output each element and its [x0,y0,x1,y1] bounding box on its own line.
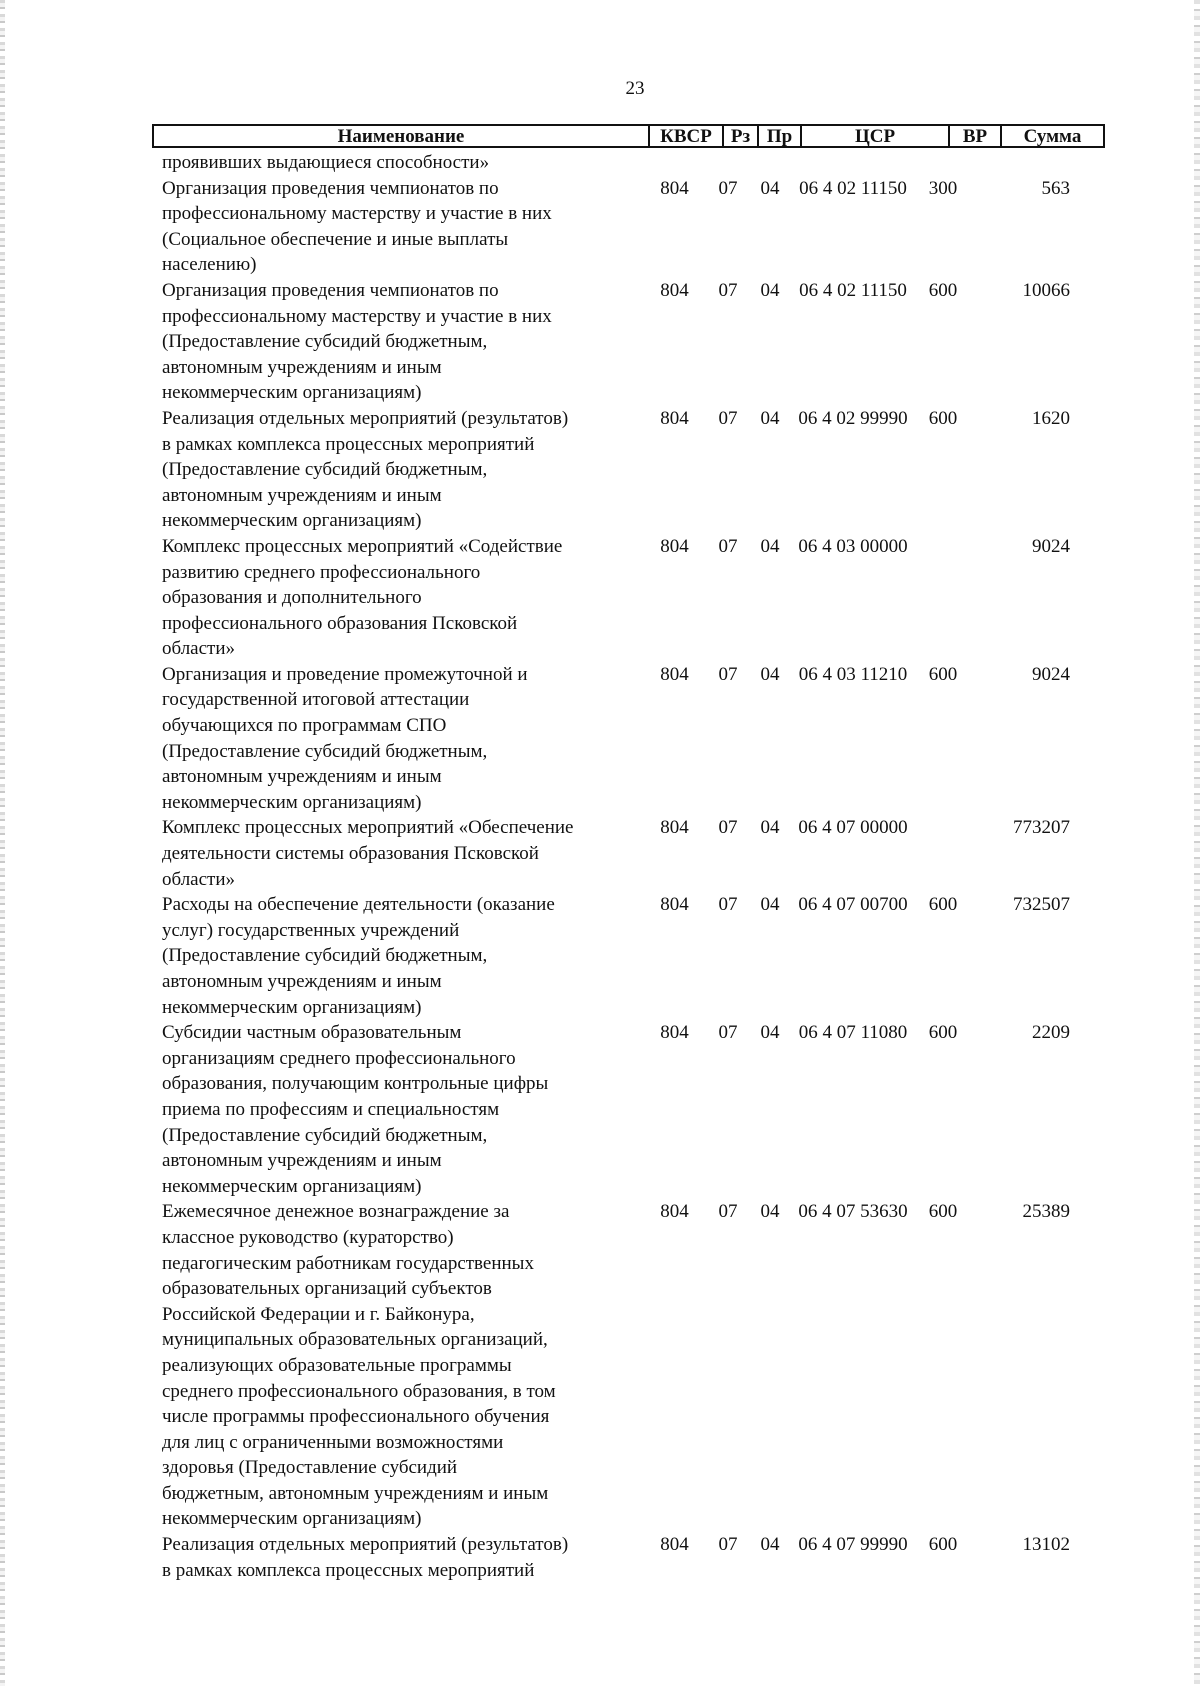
cell-kvsr: 804 [660,279,689,301]
table-row [162,1532,1122,1583]
table-row [162,278,1122,406]
cell-name: Организация проведения чемпионатов по профессиональному мастерству и участие в них (Социальное обеспечение и иные выплаты населению) [162,177,552,276]
cell-kvsr: 804 [660,894,689,916]
cell-csr: 06 4 07 11080 [798,1022,908,1044]
cell-rz: 07 [718,407,738,429]
cell-vr: 600 [928,407,958,429]
header-rz: Рз [722,126,757,146]
cell-sum: 563 [1041,177,1070,199]
header-pr: Пр [757,126,800,146]
cell-sum: 773207 [1013,817,1070,839]
cell-rz: 07 [718,535,738,557]
cell-name: Организация и проведение промежуточной и государственной итоговой аттестации обучающихся по программам СПО (Предоставление субсидий бюджетным, автономным учреждениям и иным некоммерческим организациям) [162,663,528,813]
cell-pr: 04 [760,817,780,839]
scan-edge-right [1194,0,1200,1686]
table-row [162,150,1122,176]
cell-kvsr: 804 [660,817,689,839]
cell-vr: 300 [928,177,958,199]
header-name: Наименование [337,126,465,147]
page-number: 23 [625,78,645,99]
cell-sum: 13102 [1022,1534,1070,1556]
cell-pr: 04 [760,535,780,557]
cell-pr: 04 [760,279,780,301]
scan-edge-left [0,0,5,1686]
cell-rz: 07 [718,1022,738,1044]
cell-sum: 732507 [1013,894,1070,916]
table-row [162,176,1122,278]
cell-rz: 07 [718,1201,738,1223]
cell-rz: 07 [718,894,738,916]
header-kvsr: КВСР [648,126,722,146]
table-body [162,150,1122,1583]
cell-vr: 600 [928,663,958,685]
cell-name: Ежемесячное денежное вознаграждение за классное руководство (кураторство) педагогическим работникам государственных образовательных организаций субъектов Российской Федерации и г. Байконура, муниципальных образовательных организаций, реализующих образовательные программы среднего профессионального образования, в том числе программы профессионального обучения для лиц с ограниченными возможностями здоровья (Предоставление субсидий бюджетным, автономным учреждениям и иным некоммерческим организациям) [162,1201,556,1530]
cell-sum: 9024 [1032,663,1070,685]
cell-kvsr: 804 [660,177,689,199]
cell-csr: 06 4 02 11150 [799,177,907,199]
table-row [162,1020,1122,1199]
cell-rz: 07 [718,1534,738,1556]
cell-csr: 06 4 02 11150 [799,279,907,301]
cell-vr: 600 [928,1534,958,1556]
cell-rz: 07 [718,279,738,301]
cell-rz: 07 [718,817,738,839]
header-vr: ВР [948,126,1000,146]
table-header [152,124,1105,148]
cell-sum: 1620 [1032,407,1070,429]
cell-kvsr: 804 [660,1022,689,1044]
table-row [162,815,1122,892]
table-row [162,1199,1122,1532]
cell-pr: 04 [760,1201,780,1223]
cell-sum: 10066 [1022,279,1070,301]
table-row [162,406,1122,534]
cell-name: Реализация отдельных мероприятий (результатов) в рамках комплекса процессных мероприятий [162,1534,569,1581]
cell-csr: 06 4 07 00000 [798,817,908,839]
cell-csr: 06 4 02 99990 [798,407,908,429]
cell-vr: 600 [928,1201,958,1223]
cell-name: Расходы на обеспечение деятельности (оказание услуг) государственных учреждений (Предоставление субсидий бюджетным, автономным учреждениям и иным некоммерческим организациям) [162,894,555,1018]
cell-csr: 06 4 03 00000 [798,535,908,557]
cell-vr: 600 [928,894,958,916]
cell-csr: 06 4 07 00700 [798,894,908,916]
cell-kvsr: 804 [660,1534,689,1556]
table-row [162,892,1122,1020]
cell-name: Субсидии частным образовательным организациям среднего профессионального образования, получающим контрольные цифры приема по профессиям и специальностям (Предоставление субсидий бюджетным, автономным учреждениям и иным некоммерческим организациям) [162,1022,549,1197]
cell-name: Реализация отдельных мероприятий (результатов) в рамках комплекса процессных мероприятий (Предоставление субсидий бюджетным, автономным учреждениям и иным некоммерческим организациям) [162,407,569,532]
cell-pr: 04 [760,663,780,685]
cell-pr: 04 [760,407,780,429]
cell-kvsr: 804 [660,1201,689,1223]
cell-csr: 06 4 03 11210 [798,663,908,685]
cell-pr: 04 [760,1022,780,1044]
cell-sum: 25389 [1022,1201,1070,1223]
header-csr: ЦСР [800,126,948,146]
cell-vr: 600 [928,1022,958,1044]
cell-pr: 04 [760,894,780,916]
cell-name: Организация проведения чемпионатов по профессиональному мастерству и участие в них (Предоставление субсидий бюджетным, автономным учреждениям и иным некоммерческим организациям) [162,279,552,404]
cell-pr: 04 [760,177,780,199]
cell-name: Комплекс процессных мероприятий «Содействие развитию среднего профессионального образования и дополнительного профессионального образования Псковской области» [162,535,563,660]
cell-name: проявивших выдающиеся способности» [162,152,490,173]
cell-rz: 07 [718,177,738,199]
cell-vr: 600 [928,279,958,301]
cell-sum: 9024 [1032,535,1070,557]
cell-csr: 06 4 07 99990 [798,1534,908,1556]
cell-kvsr: 804 [660,535,689,557]
cell-name: Комплекс процессных мероприятий «Обеспечение деятельности системы образования Псковской области» [162,817,574,890]
cell-csr: 06 4 07 53630 [798,1201,908,1223]
cell-kvsr: 804 [660,407,689,429]
table-row [162,534,1122,662]
cell-rz: 07 [718,663,738,685]
header-sum: Сумма [1000,126,1103,146]
cell-kvsr: 804 [660,663,689,685]
cell-pr: 04 [760,1534,780,1556]
table-row [162,662,1122,816]
cell-sum: 2209 [1032,1022,1070,1044]
